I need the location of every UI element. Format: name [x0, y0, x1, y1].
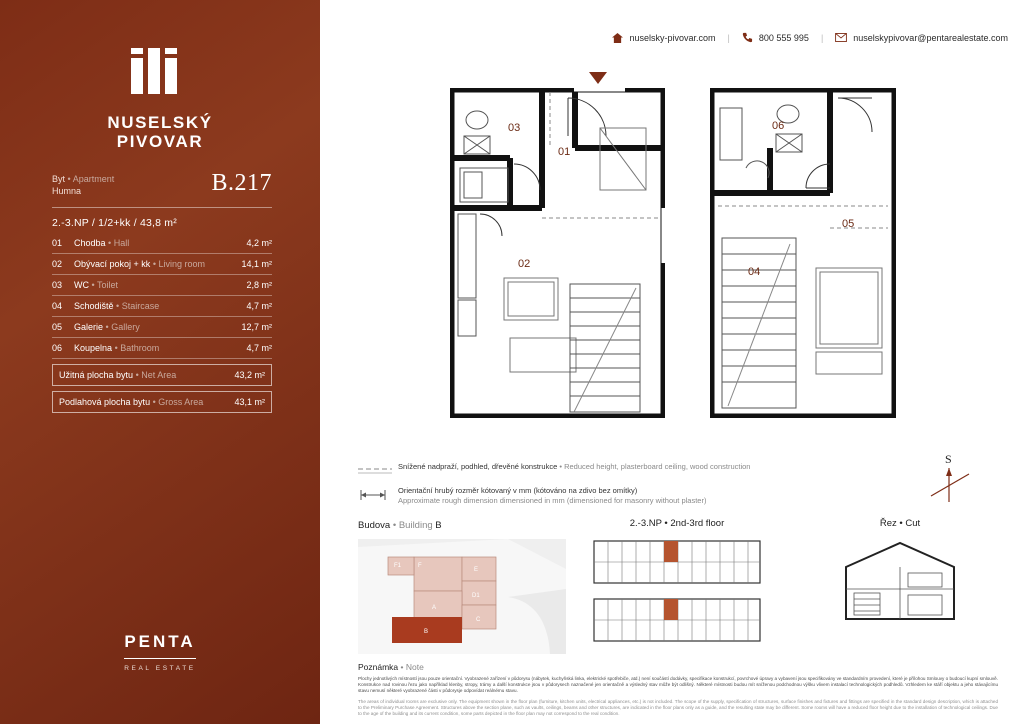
room-marker-01: 01 [558, 146, 571, 158]
table-row [52, 317, 272, 338]
dot: • [108, 238, 114, 248]
room-name-cz: WC [74, 280, 89, 290]
divider [52, 207, 272, 208]
apartment-info [52, 170, 272, 413]
cut-title: Řez • Cut [879, 518, 921, 529]
room-name-cz: Chodba [74, 238, 106, 248]
room-marker-06: 06 [772, 120, 785, 132]
email-item[interactable] [835, 33, 1008, 43]
dot: • [116, 301, 122, 311]
room-name-cz: Koupelna [74, 343, 113, 353]
building-section [358, 520, 566, 654]
svg-text:S: S [945, 452, 952, 466]
svg-text:F1: F1 [394, 563, 402, 569]
contact-bar [340, 32, 1008, 43]
building-name: Humna [52, 186, 82, 196]
brand-name-line2: PIVOVAR [116, 132, 204, 151]
room-name-en: Bathroom [120, 343, 160, 353]
divider: | [727, 32, 730, 43]
legend-item-reduced-height [358, 462, 998, 477]
apartment-summary: 2.-3.NP / 1/2+kk / 43,8 m² [52, 217, 177, 229]
room-marker-02: 02 [518, 258, 531, 270]
gross-area-label-en: Gross Area [158, 397, 204, 407]
floor-key-section [592, 518, 762, 645]
floor-plans [340, 78, 1008, 448]
legend-text-en: Approximate rough dimension dimensioned in mm (dimensioned for masonry without plaster) [398, 496, 707, 505]
room-name-en: Living room [158, 259, 205, 269]
room-name-en: Toilet [97, 280, 119, 290]
svg-text:E: E [474, 567, 479, 573]
website-text: nuselsky-pivovar.com [629, 32, 716, 43]
room-name [74, 233, 220, 254]
room-number: 06 [52, 343, 63, 353]
dashed-line-icon [358, 462, 398, 477]
svg-text:B: B [424, 629, 429, 635]
room-name-cz: Galerie [74, 322, 104, 332]
legend-text-en: Reduced height, plasterboard ceiling, wood construction [564, 462, 751, 471]
orientation-marker-icon [589, 72, 607, 84]
room-name-cz: Obývací pokoj + kk [74, 259, 151, 269]
room-number: 05 [52, 322, 63, 332]
floor-key-plan-2nd [592, 537, 762, 587]
gross-area-label-cz: Podlahová plocha bytu [59, 397, 151, 407]
dimension-arrow-icon [358, 486, 398, 505]
legend-text [398, 486, 706, 506]
dot: • [152, 259, 159, 269]
floor-key-plan-3rd [592, 595, 762, 645]
phone-icon [742, 32, 753, 43]
dot: • [152, 397, 159, 407]
envelope-icon [835, 33, 847, 42]
label-separator: • [67, 174, 71, 184]
dot: • [135, 370, 142, 380]
room-area: 2,8 m² [246, 280, 272, 290]
floor-plan-lower [450, 88, 665, 423]
building-section-title: Budova • Building B [358, 520, 442, 531]
dot: • [114, 343, 121, 353]
site-map-thumbnail [358, 539, 566, 654]
table-row [52, 233, 272, 254]
room-area: 12,7 m² [241, 322, 272, 332]
floor-plan-upper [710, 88, 896, 423]
note-text-cz: Plochy jednotlivých místností jsou pouze orientační. Vyobrazené zařízení v půdorysu (nábytek, kuchyňská linka, elektrické spotřebiče, atd.) není součástí dodávky, specifikace konstrukcí, povrchové úpravy a vybavení jsou specifikovány ve standardním provedení, které je přílohou Smlouvy o budoucí kupní smlouvě. Konstrukce nad rovinou řezu jako například klenby, stropy, trámy a další konstrukce jsou v půdorysech naznačené jen orientačně a výsledný stav může být odlišný. Některé místnosti budou mít sníženou podchodnou výšku vlivem instalací technologických podhledů. Vzhledem ke stáří objektu a jeho stávajícímu stavu nemusí některé vyobrazené části v půdorysje odpovídat reálnému stavu. [358, 676, 998, 694]
room-name [74, 254, 220, 275]
brand-name-line1: NUSELSKÝ [107, 113, 213, 132]
note-section [358, 662, 998, 717]
legend-text-cz: Snížené nadpraží, podhled, dřevěné konstrukce [398, 462, 558, 471]
note-text-en: The areas of individual rooms are exclusive only. The equipment shown in the floor plan (furniture, kitchen units, electrical appliances, etc.) is not included. The scope of the supply, specification of structures, surface finishes and fixtures and fittings are specified in the standard design description, which is attached to the Preliminary Purchase Agreement. Structures above the section plane, such as vaults, ceilings, beams and other structures, are indicated in the floor plans only as a guide, and the resulting state may be different. Some rooms will have a reduced floor height due to the installation of technological ceilings. Due to the age of the building and its current condition, some parts depicted in the floor plan may not correspond to the real condition. [358, 698, 998, 717]
room-area: 4,7 m² [246, 343, 272, 353]
compass [915, 452, 985, 510]
room-area: 4,2 m² [246, 238, 272, 248]
room-number: 02 [52, 259, 63, 269]
brand-logo [0, 48, 320, 151]
room-name-en: Hall [113, 238, 130, 248]
table-row [52, 338, 272, 359]
net-area-row [52, 364, 272, 386]
apartment-label-en: Apartment [72, 174, 115, 184]
room-name-en: Staircase [121, 301, 160, 311]
svg-text:C: C [476, 617, 481, 623]
room-name [74, 296, 220, 317]
room-marker-05: 05 [842, 218, 855, 230]
apartment-label-cz: Byt [52, 174, 66, 184]
room-marker-03: 03 [508, 122, 521, 134]
phone-item[interactable] [742, 32, 809, 43]
note-title: Poznámka • Note [358, 662, 424, 672]
net-area-label-en: Net Area [141, 370, 177, 380]
room-number: 01 [52, 238, 63, 248]
table-row [52, 254, 272, 275]
penta-logo [0, 632, 320, 672]
website-item[interactable] [612, 33, 715, 43]
apartment-code: B.217 [211, 170, 272, 196]
divider: | [820, 32, 824, 43]
room-name [74, 275, 220, 296]
dot: • [105, 322, 112, 332]
divider [124, 658, 196, 659]
svg-text:D1: D1 [472, 593, 480, 599]
penta-name: PENTA [124, 632, 196, 651]
room-marker-04: 04 [748, 266, 761, 278]
dot: • [559, 462, 565, 471]
legend-text-cz: Orientační hrubý rozměr kótovaný v mm (kótováno na zdivo bez omítky) [398, 486, 638, 495]
cut-section [840, 518, 960, 622]
cut-diagram [840, 537, 960, 622]
room-area: 4,7 m² [246, 301, 272, 311]
svg-text:A: A [432, 605, 437, 611]
brewery-bars-logo-icon [129, 48, 191, 94]
room-name [74, 317, 220, 338]
email-text: nuselskypivovar@pentarealestate.com [853, 32, 1008, 43]
table-row [52, 296, 272, 317]
table-row [52, 275, 272, 296]
svg-text:F: F [418, 563, 422, 569]
room-name-en: Gallery [111, 322, 140, 332]
room-number: 03 [52, 280, 63, 290]
net-area-value: 43,2 m² [234, 370, 265, 380]
legend-text [398, 462, 750, 472]
net-area-label-cz: Užitná plocha bytu [59, 370, 134, 380]
home-icon [612, 33, 623, 43]
phone-text: 800 555 995 [758, 32, 809, 43]
building-code: B [435, 520, 442, 531]
penta-subtitle: REAL ESTATE [124, 665, 196, 672]
room-name [74, 338, 220, 359]
sidebar [0, 0, 320, 724]
room-number: 04 [52, 301, 63, 311]
room-list [52, 233, 272, 359]
room-name-cz: Schodiště [74, 301, 114, 311]
floor-key-title: 2.-3.NP • 2nd-3rd floor [629, 518, 725, 529]
room-area: 14,1 m² [241, 259, 272, 269]
gross-area-value: 43,1 m² [234, 397, 265, 407]
legend-item-dimension [358, 486, 998, 506]
dot: • [91, 280, 98, 290]
legend [358, 462, 998, 515]
gross-area-row [52, 391, 272, 413]
